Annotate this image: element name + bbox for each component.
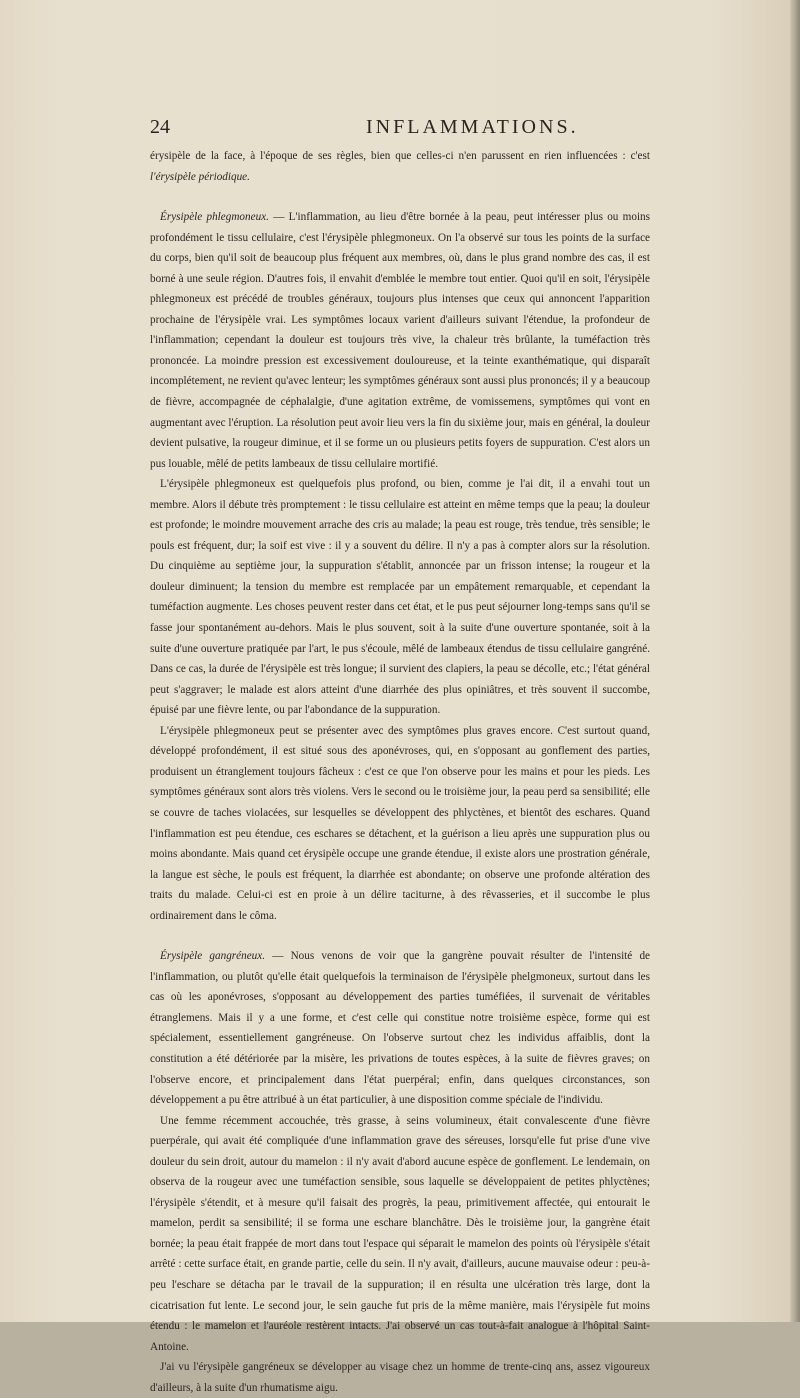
paragraph-text: Une femme récemment accouchée, très grasse, à seins volumineux, était convalescente d'une fièvre puerpérale, qui avait été compliquée d'une inflammation grave des séreuses, lorsqu'elle fut prise d'une vive douleur du sein droit, autour du mamelon : il n'y avait d'abord aucune espèce de gonflement. Le lendemain, on observa de la rougeur avec une tuméfaction sensible, sous laquelle se développaient de petites phlyctènes; l'érysipèle s'étendit, et à mesure qu'il faisait des progrès, la peau, primitivement affectée, qui entourait le mamelon, perdit sa sensibilité; il se forma une eschare blanchâtre. Dès le troisième jour, la gangrène était bornée; la peau était frappée de mort dans tout l'espace qui séparait le mamelon des points où l'érysipèle s'était arrêté : cette surface était, en grande partie, celle du sein. Il n'y avait, d'ailleurs, aucune mauvaise odeur : peu-à-peu l'eschare se détacha par le travail de la suppuration; il en résulta une ulcération très large, dont la cicatrisation fut lente. Le second jour, le sein gauche fut pris de la même manière, mais l'érysipèle fut moins étendu : le mamelon et l'auréole restèrent intacts. J'ai observé un cas tout-à-fait analogue à l'hôpital Saint-Antoine. bbox=[150, 1114, 650, 1353]
paragraph-7 bbox=[150, 1357, 650, 1398]
paragraph-text: L'érysipèle phlegmoneux est quelquefois plus profond, ou bien, comme je l'ai dit, il a envahi tout un membre. Alors il débute très promptement : le tissu cellulaire est atteint en même temps que la peau; la douleur est profonde; le moindre mouvement arrache des cris au malade; la peau est rouge, très tendue, très sensible; le pouls est fréquent, dur; la soif est vive : il y a souvent du délire. Il n'y a pas à compter alors sur la résolution. Du cinquième au septième jour, la suppuration s'établit, annoncée par un frisson intense; la rougeur et la douleur diminuent; la tension du membre est remplacée par un empâtement remarquable, et cependant la tuméfaction augmente. Les choses peuvent rester dans cet état, et le pus peut séjourner long-temps sans qu'il se fasse jour spontanément au-dehors. Mais le plus souvent, soit à la suite d'une ouverture spontanée, soit à la suite d'une ouverture pratiquée par l'art, le pus s'écoule, mêlé de lambeaux étendus de tissu cellulaire gangréné. Dans ce cas, la durée de l'érysipèle est très longue; il survient des clapiers, la peau se décolle, etc.; l'état général peut s'aggraver; le malade est alors atteint d'une diarrhée des plus opiniâtres, et très souvent il succombe, épuisé par une fièvre lente, ou par l'abondance de la suppuration. bbox=[150, 478, 650, 717]
section-heading-phlegmoneux: Érysipèle phlegmoneux. bbox=[160, 211, 269, 224]
page-number: 24 bbox=[150, 116, 170, 138]
paragraph-text: — Nous venons de voir que la gangrène pouvait résulter de l'intensité de l'inflammation, ou plutôt qu'elle était quelquefois la terminaison de l'érysipèle phelgmoneux, surtout dans les cas où les aponévroses, s'opposant au développement des parties tuméfiées, il survenait de véritables étranglemens. Mais il y a une forme, et c'est celle qui constitue notre troisième espèce, forme qui est spécialement, essentiellement gangréneuse. On l'observe surtout chez les individus affaiblis, dont la constitution a été détériorée par la misère, les privations de toutes espèces, à la suite de fièvres graves; on l'observe encore, et principalement dans l'état puerpéral; enfin, dans quelques circonstances, son développement a pu être attribué à un état particulier, à une disposition comme spéciale de l'individu. bbox=[150, 950, 650, 1107]
paragraph-3 bbox=[150, 474, 650, 721]
paragraph-text: J'ai vu l'érysipèle gangréneux se développer au visage chez un homme de trente-cinq ans, assez vigoureux d'ailleurs, à la suite d'un rhumatisme aigu. bbox=[150, 1361, 650, 1394]
paragraph-4 bbox=[150, 721, 650, 926]
paragraph-text: — L'inflammation, au lieu d'être bornée à la peau, peut intéresser plus ou moins profondément le tissu cellulaire, c'est l'érysipèle phlegmoneux. On l'a observé sur tous les points de la surface du corps, bien qu'il soit de beaucoup plus fréquent aux membres, où, dans le plus grand nombre des cas, il est borné à une seule région. D'autres fois, il envahit d'emblée le membre tout entier. Quoi qu'il en soit, l'érysipèle phlegmoneux est précédé de troubles généraux, toujours plus intenses que ceux qui annoncent l'apparition prochaine de l'érysipèle vrai. Les symptômes locaux varient d'ailleurs suivant l'étendue, la profondeur de l'inflammation; cependant la douleur est toujours très vive, la chaleur très brûlante, la tuméfaction très prononcée. La moindre pression est excessivement douloureuse, et la teinte exanthématique, qui disparaît incomplétement, ne revient qu'avec lenteur; les symptômes généraux sont aussi plus prononcés; il y a beaucoup de fièvre, accompagnée de céphalalgie, d'une agitation extrême, de vomissemens, symptômes qui vont en augmentant avec l'éruption. La résolution peut avoir lieu vers la fin du sixième jour, mais en général, la douleur devient pulsative, la rougeur diminue, et il se forme un ou plusieurs petits foyers de suppuration. C'est alors un pus louable, mêlé de petits lambeaux de tissu cellulaire mortifié. bbox=[150, 211, 650, 470]
paragraph-text: érysipèle de la face, à l'époque de ses règles, bien que celles-ci n'en parussent en rien influencées : c'est bbox=[150, 150, 650, 162]
paragraph-text: L'érysipèle phlegmoneux peut se présenter avec des symptômes plus graves encore. C'est surtout quand, développé profondément, il est situé sous des aponévroses, qui, en s'opposant au gonflement des parties, produisent un étranglement toujours fâcheux : c'est ce que l'on observe pour les mains et pour les pieds. Les symptômes généraux sont alors très violens. Vers le second ou le troisième jour, la peau perd sa sensibilité; elle se couvre de taches violacées, sur lesquelles se développent des phlyctènes, et bientôt des eschares. Quand l'inflammation est peu étendue, ces eschares se détachent, et la guérison a lieu après une suppuration plus ou moins abondante. Mais quand cet érysipèle occupe une grande étendue, il existe alors une prostration générale, la langue est sèche, le pouls est fréquent, la diarrhée est abondante; on observe une profonde altération des traits du malade. Celui-ci est en proie à un délire taciturne, à des rêvasseries, et il succombe le plus ordinairement dans le côma. bbox=[150, 724, 650, 922]
running-title: INFLAMMATIONS. bbox=[366, 116, 579, 138]
page-header bbox=[150, 116, 650, 140]
paragraph-6 bbox=[150, 1111, 650, 1358]
paragraph-2 bbox=[150, 207, 650, 474]
italic-term: l'érysipèle périodique. bbox=[150, 170, 250, 183]
paragraph-5 bbox=[150, 946, 650, 1110]
page-edge-shadow bbox=[790, 0, 800, 1322]
body-text bbox=[150, 146, 650, 1398]
section-heading-gangreneux: Érysipèle gangréneux. bbox=[160, 950, 266, 963]
paragraph-1 bbox=[150, 146, 650, 187]
